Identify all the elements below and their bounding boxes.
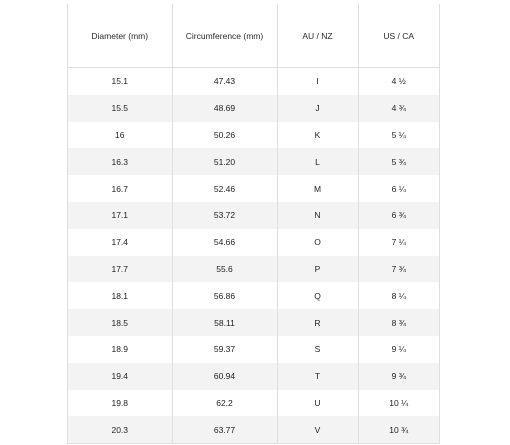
table-row (68, 202, 439, 229)
cell-au-nz: I (277, 68, 358, 95)
cell-circumference: 47.43 (172, 68, 277, 95)
cell-diameter: 19.4 (68, 363, 172, 390)
cell-circumference: 55.6 (172, 256, 277, 283)
table-body (68, 68, 439, 444)
cell-circumference: 50.26 (172, 122, 277, 149)
cell-au-nz: L (277, 148, 358, 175)
cell-diameter: 16 (68, 122, 172, 149)
cell-au-nz: K (277, 122, 358, 149)
cell-diameter: 15.1 (68, 68, 172, 95)
cell-us-ca: 10 ¾ (358, 416, 439, 443)
cell-circumference: 54.66 (172, 229, 277, 256)
cell-au-nz: J (277, 95, 358, 122)
cell-au-nz: O (277, 229, 358, 256)
cell-us-ca: 4 ¾ (358, 95, 439, 122)
cell-diameter: 17.4 (68, 229, 172, 256)
cell-circumference: 58.11 (172, 309, 277, 336)
table-row (68, 68, 439, 95)
cell-circumference: 52.46 (172, 175, 277, 202)
cell-au-nz: V (277, 416, 358, 443)
table-row (68, 256, 439, 283)
cell-us-ca: 9 ¾ (358, 363, 439, 390)
cell-diameter: 18.9 (68, 336, 172, 363)
cell-diameter: 18.1 (68, 282, 172, 309)
cell-au-nz: T (277, 363, 358, 390)
cell-au-nz: M (277, 175, 358, 202)
ring-size-table (68, 4, 439, 443)
table-row (68, 309, 439, 336)
cell-circumference: 62.2 (172, 390, 277, 417)
cell-diameter: 20.3 (68, 416, 172, 443)
cell-au-nz: Q (277, 282, 358, 309)
table-row (68, 390, 439, 417)
cell-au-nz: R (277, 309, 358, 336)
header-au-nz: AU / NZ (277, 4, 358, 68)
table-header (68, 4, 439, 68)
header-diameter: Diameter (mm) (68, 4, 172, 68)
table-row (68, 416, 439, 443)
cell-us-ca: 8 ¾ (358, 309, 439, 336)
cell-us-ca: 4 ½ (358, 68, 439, 95)
header-circumference: Circumference (mm) (172, 4, 277, 68)
cell-diameter: 17.1 (68, 202, 172, 229)
cell-circumference: 48.69 (172, 95, 277, 122)
cell-circumference: 63.77 (172, 416, 277, 443)
cell-us-ca: 7 ¾ (358, 256, 439, 283)
cell-au-nz: S (277, 336, 358, 363)
cell-diameter: 19.8 (68, 390, 172, 417)
header-us-ca: US / CA (358, 4, 439, 68)
table-row (68, 148, 439, 175)
cell-diameter: 18.5 (68, 309, 172, 336)
table-row (68, 175, 439, 202)
cell-us-ca: 5 ¾ (358, 148, 439, 175)
table-row (68, 363, 439, 390)
cell-au-nz: U (277, 390, 358, 417)
cell-au-nz: N (277, 202, 358, 229)
cell-diameter: 16.3 (68, 148, 172, 175)
cell-diameter: 17.7 (68, 256, 172, 283)
cell-circumference: 53.72 (172, 202, 277, 229)
cell-diameter: 15.5 (68, 95, 172, 122)
cell-us-ca: 10 ¼ (358, 390, 439, 417)
cell-circumference: 51.20 (172, 148, 277, 175)
cell-us-ca: 9 ¼ (358, 336, 439, 363)
cell-circumference: 59.37 (172, 336, 277, 363)
header-row (68, 4, 439, 68)
table-row (68, 336, 439, 363)
cell-au-nz: P (277, 256, 358, 283)
table-row (68, 229, 439, 256)
cell-circumference: 56.86 (172, 282, 277, 309)
cell-circumference: 60.94 (172, 363, 277, 390)
cell-us-ca: 5 ¼ (358, 122, 439, 149)
cell-us-ca: 8 ¼ (358, 282, 439, 309)
cell-us-ca: 6 ¾ (358, 202, 439, 229)
table-row (68, 122, 439, 149)
cell-us-ca: 6 ¼ (358, 175, 439, 202)
ring-size-table-container (67, 4, 440, 444)
cell-diameter: 16.7 (68, 175, 172, 202)
table-row (68, 95, 439, 122)
cell-us-ca: 7 ¼ (358, 229, 439, 256)
table-row (68, 282, 439, 309)
